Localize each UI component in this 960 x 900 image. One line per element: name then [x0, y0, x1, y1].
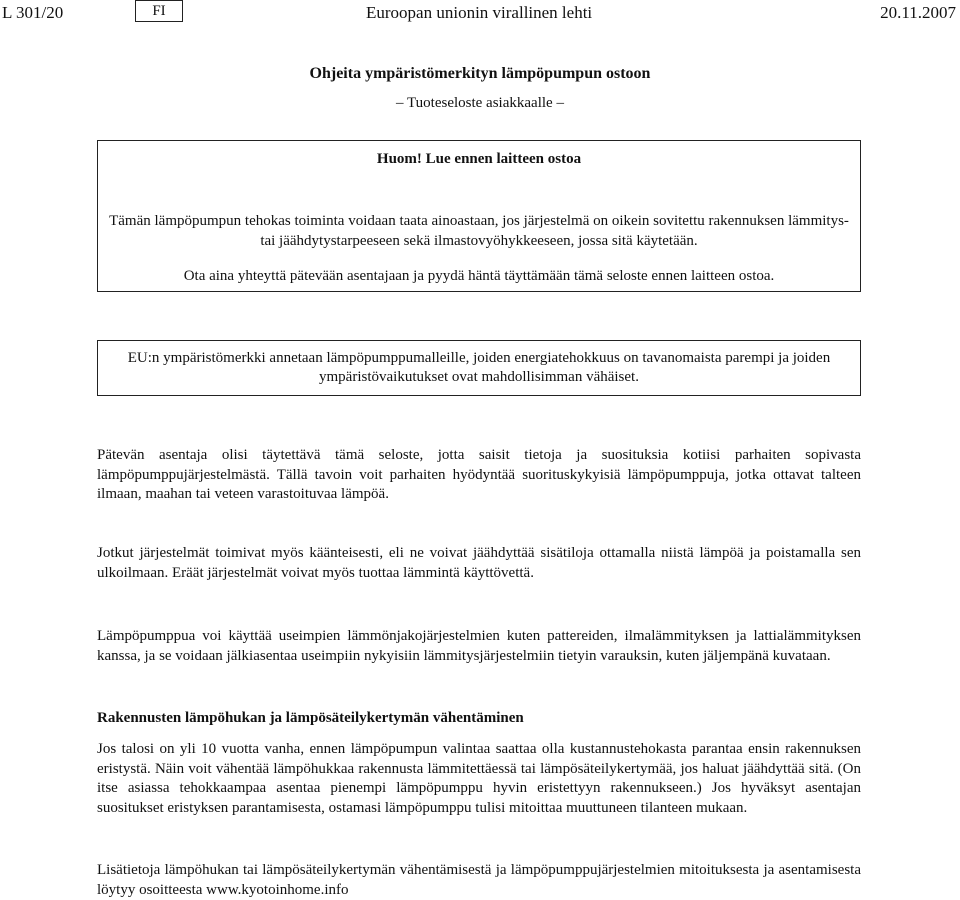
- section-heading: Rakennusten lämpöhukan ja lämpösäteilykertymän vähentäminen: [97, 710, 524, 726]
- kyotoinhome-link[interactable]: www.kyotoinhome.info: [206, 881, 349, 898]
- compatibility-paragraph: Lämpöpumppua voi käyttää useimpien lämmönjakojärjestelmien kuten pattereiden, ilmalämmityksen ja lattialämmityksen kanssa, ja se voidaan jälkiasentaa useimpiin nykyisiin lämmitysjärjestelmiin tietyin varauksin, kuten jäljempänä kuvataan.: [97, 628, 861, 664]
- journal-title: Euroopan unionin virallinen lehti: [366, 3, 593, 22]
- warning-paragraph-2: Ota aina yhteyttä pätevään asentajaan ja pyydä häntä täyttämään tämä seloste ennen laitteen ostoa.: [183, 268, 775, 284]
- document-title: Ohjeita ympäristömerkityn lämpöpumpun ostoon: [309, 65, 651, 82]
- warning-heading: Huom! Lue ennen laitteen ostoa: [376, 151, 582, 167]
- reverse-operation-paragraph: Jotkut järjestelmät toimivat myös käänteisesti, eli ne voivat jäähdyttää sisätiloja ottamalla niistä lämpöä ja poistamalla sen ulkoilmaan. Eräät järjestelmät voivat myös tuottaa lämmintä käyttövettä.: [97, 545, 861, 581]
- publication-date: 20.11.2007: [880, 3, 956, 22]
- language-code-box: FI: [135, 0, 183, 22]
- ecolabel-text: EU:n ympäristömerkki annetaan lämpöpumppumalleille, joiden energiatehokkuus on tavanomaista parempi ja joiden ympäristövaikutukset ovat mahdollisimman vähäiset.: [127, 350, 831, 385]
- installer-paragraph: Pätevän asentaja olisi täytettävä tämä seloste, jotta saisit tietoja ja suosituksia kotiisi parhaiten sopivasta lämpöpumppujärjestelmästä. Tällä tavoin voit parhaiten hyödyntää suorituskykyisiä lämpöpumppuja, jotka ottavat talteen ilmaan, maahan tai veteen varastoituvaa lämpöä.: [97, 447, 861, 502]
- page-header: [0, 0, 960, 28]
- document-subtitle: – Tuoteseloste asiakkaalle –: [396, 95, 564, 111]
- ecolabel-box: [97, 340, 861, 396]
- warning-paragraph-1: Tämän lämpöpumpun tehokas toiminta voidaan taata ainoastaan, jos järjestelmä on oikein sovitettu rakennuksen lämmitys- tai jäähdytystarpeeseen sekä ilmastovyöhykkeeseen, jossa sitä käytetään.: [109, 213, 849, 249]
- page-reference: L 301/20: [2, 3, 64, 22]
- more-info-text: Lisätietoja lämpöhukan tai lämpösäteilykertymän vähentämisestä ja lämpöpumppujärjestelmien mitoituksesta ja asentamisesta löytyy osoitteesta: [97, 862, 861, 898]
- insulation-paragraph: Jos talosi on yli 10 vuotta vanha, ennen lämpöpumpun valintaa saattaa olla kustannustehokasta parantaa ensin rakennuksen eristystä. Näin voit vähentää lämpöhukkaa rakennusta lämmitettäessä tai lämpösäteilykertymää, jos haluat jäähdyttää sitä. (On itse asiassa tehokkaampaa asentaa pienempi lämpöpumppu hyvin eristettyyn rakennukseen.) Jos hyväksyt asentajan suositukset eristyksen parantamisesta, ostamasi lämpöpumppu tulisi mitoittaa muuttuneen tilanteen mukaan.: [97, 741, 861, 816]
- more-info-paragraph: [97, 861, 861, 900]
- warning-box: [97, 140, 861, 292]
